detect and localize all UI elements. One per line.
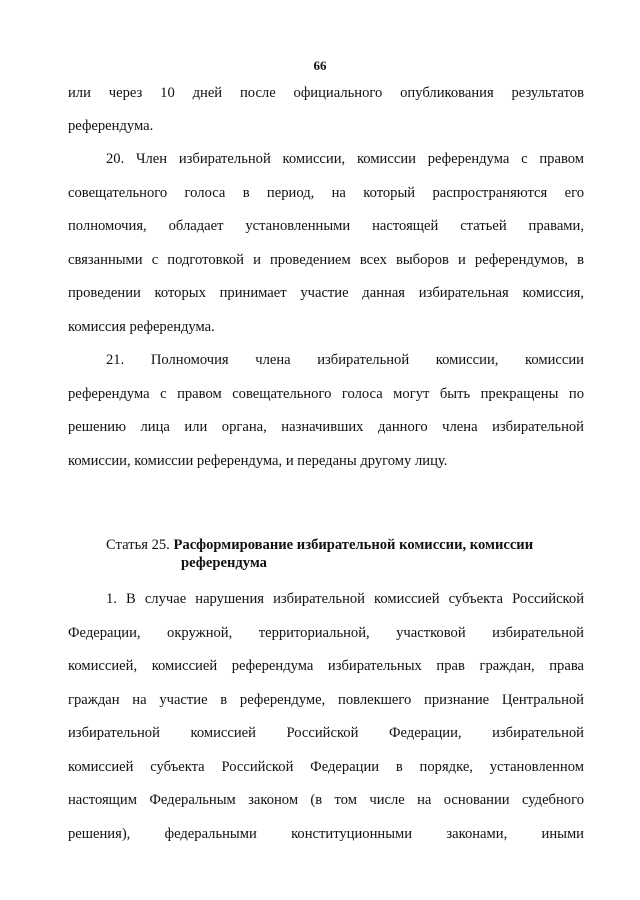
text-line: комиссией субъекта Российской Федерации в порядке, установленном: [68, 759, 584, 775]
page-number: 66: [313, 58, 327, 73]
text-line: граждан на участие в референдуме, повлекшего признание Центральной: [68, 692, 584, 708]
article-number: Статья 25.: [106, 537, 174, 553]
text-line: совещательного голоса в период, на который распространяются его: [68, 185, 584, 201]
text-line: референдума с правом совещательного голоса могут быть прекращены по: [68, 386, 584, 402]
text-line: решения), федеральными конституционными законами, иными: [68, 826, 584, 842]
text-line: 20. Член избирательной комиссии, комиссии референдума с правом: [106, 151, 584, 167]
text-line: настоящим Федеральным законом (в том числе на основании судебного: [68, 792, 584, 808]
text-line: комиссией, комиссией референдума избирательных прав граждан, права: [68, 658, 584, 674]
text-line: решению лица или органа, назначивших данного члена избирательной: [68, 419, 584, 435]
article-title: Расформирование избирательной комиссии, комиссии: [173, 537, 534, 553]
text-line: полномочия, обладает установленными настоящей статьей правами,: [68, 218, 584, 234]
text-line: Федерации, окружной, территориальной, участковой избирательной: [68, 625, 584, 641]
text-line: референдума.: [68, 118, 154, 134]
text-line: связанными с подготовкой и проведением всех выборов и референдумов, в: [68, 252, 584, 268]
text-line: проведении которых принимает участие данная избирательная комиссия,: [68, 285, 584, 301]
text-line: избирательной комиссией Российской Федерации, избирательной: [68, 725, 584, 741]
text-line: 1. В случае нарушения избирательной комиссией субъекта Российской: [106, 591, 584, 607]
text-line: или через 10 дней после официального опубликования результатов: [68, 85, 584, 101]
text-line: комиссии, комиссии референдума, и переданы другому лицу.: [68, 453, 448, 469]
text-line: 21. Полномочия члена избирательной комиссии, комиссии: [106, 352, 584, 368]
article-heading: [106, 537, 533, 554]
article-title-continuation: референдума: [181, 555, 267, 571]
text-line: комиссия референдума.: [68, 319, 215, 335]
